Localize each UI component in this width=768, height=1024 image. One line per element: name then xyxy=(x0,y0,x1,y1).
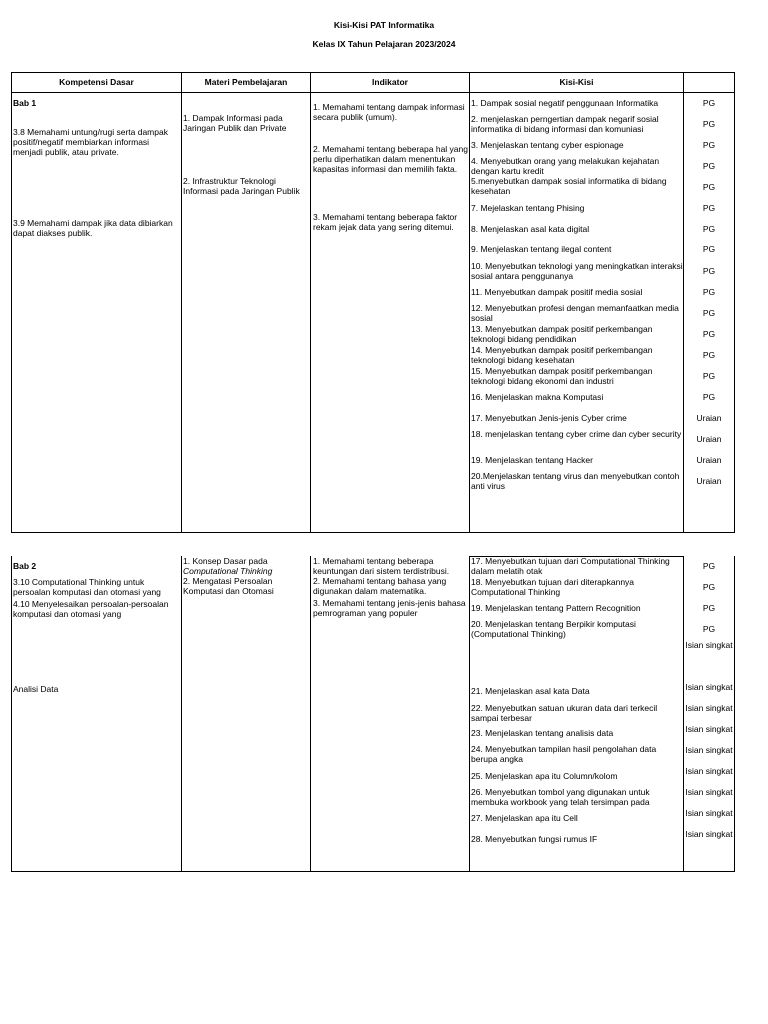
bab1-kd-3-8: 3.8 Memahami untung/rugi serta dampak positif/negatif membiarkan informasi menjadi publik, atau private. xyxy=(13,127,168,157)
list-item: 4. Menyebutkan orang yang melakukan kejahatan dengan kartu kredit xyxy=(471,156,660,176)
list-item: 16. Menjelaskan makna Komputasi xyxy=(471,392,604,402)
list-item: 22. Menyebutkan satuan ukuran data dari terkecil sampai terbesar xyxy=(471,703,658,723)
bab2-materi-1-line1: 1. Konsep Dasar pada xyxy=(183,556,268,566)
bab2-materi-1-line2: Computational Thinking xyxy=(183,566,273,576)
header-kisi-kisi: Kisi-Kisi xyxy=(559,77,594,87)
question-type: Isian singkat xyxy=(685,640,733,650)
header-materi-pembelajaran: Materi Pembelajaran xyxy=(204,77,288,87)
question-type: PG xyxy=(702,329,716,339)
list-item: 5.menyebutkan dampak sosial informatika di bidang kesehatan xyxy=(471,176,667,196)
document-title: Kisi-Kisi PAT Informatika xyxy=(333,20,435,30)
bab1-materi-1: 1. Dampak Informasi pada Jaringan Publik dan Private xyxy=(183,113,287,133)
question-type: PG xyxy=(702,582,716,592)
bab2-analisi-data: Analisi Data xyxy=(13,684,59,694)
question-type: PG xyxy=(702,266,716,276)
question-type: Uraian xyxy=(696,434,722,444)
list-item: 7. Mejelaskan tentang Phising xyxy=(471,203,585,213)
bab2-label: Bab 2 xyxy=(13,561,37,571)
document-subtitle: Kelas IX Tahun Pelajaran 2023/2024 xyxy=(312,39,456,49)
question-type: PG xyxy=(702,98,716,108)
question-type: PG xyxy=(702,308,716,318)
list-item: 14. Menyebutkan dampak positif perkembangan teknologi bidang kesehatan xyxy=(471,345,653,365)
bab2-materi-1 xyxy=(183,556,309,576)
list-item: 8. Menjelaskan asal kata digital xyxy=(471,224,590,234)
question-type: Uraian xyxy=(696,413,722,423)
list-item: 26. Menyebutkan tombol yang digunakan untuk membuka workbook yang telah tersimpan pada xyxy=(471,787,650,807)
question-type: Isian singkat xyxy=(685,808,733,818)
question-type: PG xyxy=(702,244,716,254)
question-type: Isian singkat xyxy=(685,724,733,734)
question-type: Uraian xyxy=(696,455,722,465)
question-type: Isian singkat xyxy=(685,766,733,776)
question-type: Isian singkat xyxy=(685,787,733,797)
list-item: 27. Menjelaskan apa itu Cell xyxy=(471,813,578,823)
list-item: 23. Menjelaskan tentang analisis data xyxy=(471,728,614,738)
list-item: 9. Menjelaskan tentang ilegal content xyxy=(471,244,612,254)
question-type: Isian singkat xyxy=(685,829,733,839)
bab2-materi-2: 2. Mengatasi Persoalan Komputasi dan Otomasi xyxy=(183,576,274,596)
list-item: 3. Menjelaskan tentang cyber espionage xyxy=(471,140,624,150)
list-item: 20. Menjelaskan tentang Berpikir komputasi (Computational Thinking) xyxy=(471,619,636,639)
question-type: PG xyxy=(702,119,716,129)
bab2-kd-3-10: 3.10 Computational Thinking untuk persoalan komputasi dan otomasi yang xyxy=(13,577,161,597)
bab2-kd-4-10: 4.10 Menyelesaikan persoalan-persoalan komputasi dan otomasi yang xyxy=(13,599,169,619)
question-type: PG xyxy=(702,392,716,402)
list-item: 18. menjelaskan tentang cyber crime dan cyber security xyxy=(471,429,682,439)
question-type: PG xyxy=(702,561,716,571)
question-type: Isian singkat xyxy=(685,682,733,692)
header-kompetensi-dasar: Kompetensi Dasar xyxy=(59,77,134,87)
question-type: PG xyxy=(702,603,716,613)
bab1-indikator-2: 2. Memahami tentang beberapa hal yang perlu diperhatikan dalam menentukan kapasitas informasi dan memilih fakta. xyxy=(313,144,468,174)
question-type: Uraian xyxy=(696,476,722,486)
list-item: 12. Menyebutkan profesi dengan memanfaatkan media sosial xyxy=(471,303,679,323)
list-item: 20.Menjelaskan tentang virus dan menyebutkan contoh anti virus xyxy=(471,471,680,491)
question-type: Isian singkat xyxy=(685,703,733,713)
question-type: PG xyxy=(702,140,716,150)
list-item: 2. menjelaskan perngertian dampak negarif sosial informatika di bidang informasi dan komuniasi xyxy=(471,114,659,134)
list-item: 1. Dampak sosial negatif penggunaan Informatika xyxy=(471,98,659,108)
list-item: 18. Menyebutkan tujuan dari diterapkannya Computational Thinking xyxy=(471,577,635,597)
bab2-indikator-2: 2. Memahami tentang bahasa yang digunakan dalam matematika. xyxy=(313,576,447,596)
list-item: 21. Menjelaskan asal kata Data xyxy=(471,686,590,696)
list-item: 10. Menyebutkan teknologi yang meningkatkan interaksi sosial antara penggunanya xyxy=(471,261,683,281)
question-type: PG xyxy=(702,371,716,381)
question-type: PG xyxy=(702,203,716,213)
list-item: 24. Menyebutkan tampilan hasil pengolahan data berupa angka xyxy=(471,744,657,764)
header-jenis xyxy=(684,73,734,91)
list-item: 17. Menyebutkan Jenis-jenis Cyber crime xyxy=(471,413,627,423)
bab2-indikator-3: 3. Memahami tentang jenis-jenis bahasa pemrograman yang populer xyxy=(313,598,466,618)
bab1-label: Bab 1 xyxy=(13,98,37,108)
bab1-materi-2: 2. Infrastruktur Teknologi Informasi pada Jaringan Publik xyxy=(183,176,300,196)
list-item: 25. Menjelaskan apa itu Column/kolom xyxy=(471,771,618,781)
question-type: Isian singkat xyxy=(685,745,733,755)
question-type: PG xyxy=(702,182,716,192)
question-type: PG xyxy=(702,350,716,360)
bab1-indikator-3: 3. Memahami tentang beberapa faktor rekam jejak data yang sering ditemui. xyxy=(313,212,458,232)
question-type: PG xyxy=(702,624,716,634)
bab1-indikator-1: 1. Memahami tentang dampak informasi secara publik (umum). xyxy=(313,102,465,122)
question-type: PG xyxy=(702,224,716,234)
list-item: 28. Menyebutkan fungsi rumus IF xyxy=(471,834,598,844)
question-type: PG xyxy=(702,287,716,297)
list-item: 17. Menyebutkan tujuan dari Computational Thinking dalam melatih otak xyxy=(471,556,670,576)
list-item: 11. Menyebutkan dampak positif media sosial xyxy=(471,287,643,297)
list-item: 19. Menjelaskan tentang Pattern Recognition xyxy=(471,603,641,613)
question-type: PG xyxy=(702,161,716,171)
list-item: 15. Menyebutkan dampak positif perkembangan teknologi bidang ekonomi dan industri xyxy=(471,366,653,386)
bab2-indikator-1: 1. Memahami tentang beberapa keuntungan dari sistem terdistribusi. xyxy=(313,556,450,576)
header-indikator: Indikator xyxy=(372,77,408,87)
bab1-kd-3-9: 3.9 Memahami dampak jika data dibiarkan dapat diakses publik. xyxy=(13,218,173,238)
list-item: 19. Menjelaskan tentang Hacker xyxy=(471,455,593,465)
list-item: 13. Menyebutkan dampak positif perkembangan teknologi bidang pendidikan xyxy=(471,324,653,344)
